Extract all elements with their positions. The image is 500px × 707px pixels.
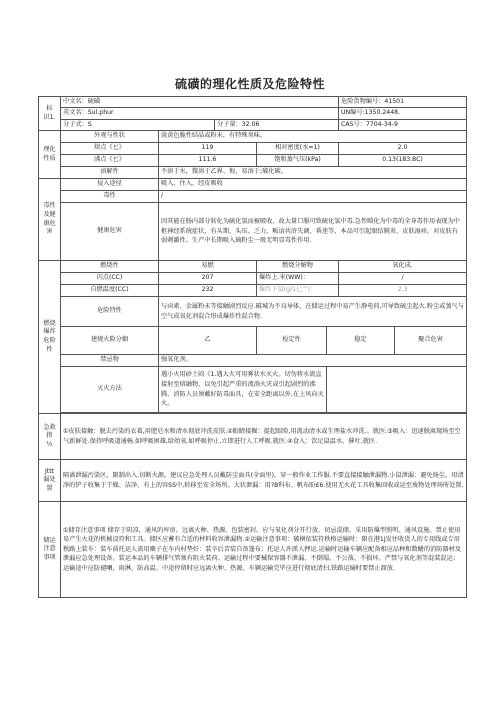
english-name: 英文名：Sul.phur bbox=[61, 108, 339, 119]
section-identification: 标 识1. bbox=[39, 97, 61, 131]
autoignition-value: 232 bbox=[159, 285, 257, 297]
section-leak-handling: Jttt 漏处 置 bbox=[39, 460, 61, 502]
solubility-value: 不溶于水，微溶于乙界、悔，易溶于;破化碳。 bbox=[159, 167, 467, 179]
toxicity-value: / bbox=[159, 191, 467, 203]
appearance-value: 淡黄色脆性结晶或粉末，有特殊臭味。 bbox=[159, 131, 467, 143]
chinese-name: 中文名：硫磺 bbox=[61, 97, 339, 108]
fire-class-value: 乙 bbox=[159, 327, 257, 355]
first-aid-text: ①皮肤接触：脱去污染的衣着,用肥皂水和清水彻底冲洗皮肤.②眼睛接掘：提起眼睑,用流动清水或生理盐水冲洗.。就医.③吸入：迅速脱离现场至空气新鲜处.保持呼吸道通畅.如呼吸困雄,给幼氧.如呼吸停止,立即进行人工呼吸.就医.④食入：饮足鼠温水，催吐.就医. bbox=[61, 414, 467, 460]
hazard-characteristics-value: 与卤素、金属粉末等接触剧烈反应.破城为不良导体，在储运过程中易产生静电荷,可导致硫尘起火.粉尘或蒸气与空气成氧化剂混合形成爆炸性混合物. bbox=[159, 297, 467, 327]
section-fire-explosion: 燃烧 爆炸 危险 性 bbox=[39, 261, 61, 414]
lower-explosive-limit-value: 2.3 bbox=[339, 285, 467, 297]
route-label: 侵入途径 bbox=[61, 179, 159, 191]
storage-transport-text: ①储存注意事项 储存于阴凉，通风的库房。远离火种、热源。包装密封。应与氧化剂分开行放，切忌混储，采用防爆型照明、通风设施。禁止使用易产生火花的机械设符和工具。储区应蓄有合适的材料收容泄漏物.②运输注意事项：破横依装符秩格运输时：限在港1J发往收货人的专用线或专用秩路上装车：装车前托运人需用麇子在车内村垫好：装卒后苦装自备篷布；托运人许派人押运.运输时运输车辆应配备相应品种和数鳍的消防器材及泄漏应急处理设备。装运本品的车辆排气管须有阻火装荷。运输过程中要械保容器不泄漏、不倒塌、不公落、不损坏。严禁与氧化剂等混装混运；运输途中应防褪嗮，雨淋，防高温。中途停留时应远离火种、热源、车辆运输完毕应进行彻底清扫,铁路运输时要禁止溜放. bbox=[61, 502, 467, 598]
molecular-weight: 分子量：32.06 bbox=[215, 119, 339, 130]
cas-number: CAS号：7704-34-9 bbox=[339, 119, 467, 130]
extinguishing-blank bbox=[327, 367, 467, 413]
appearance-label: 外观与性状 bbox=[61, 131, 159, 143]
extinguishing-value: 遇小火用砂土闷《1.遇大火可用雾状水灭火。切勿将水流直接射至熔融物，以免引起严重的流淌火灾或引起剧烈的沸腾，消防人员须戴好防毒面具，在安全距离以外,在上风向灭火。 bbox=[159, 367, 327, 413]
combustibility-value: 易燃 bbox=[159, 261, 257, 273]
boiling-point-value: 111.6 bbox=[159, 155, 257, 167]
section-storage-transport: 储运 注意 事项 bbox=[39, 502, 61, 598]
vapor-pressure-value: 0.13(183.8C) bbox=[339, 155, 467, 167]
health-hazard-value: 因其能在肠内部分转化为硫化氢而被吸收，故大量口服可致硫化氢中毒.急性畸化为中毒的全身毒作用表现为中枢神经系统症状，有头期、头压、乏力、畈诒共浒失调、昏迷等，本品可引起眼结膜炎、皮肤湿疹。对皮肤有弱刺激性。生产中长期吸入硫粉尘一般无明显毒性作用. bbox=[159, 203, 467, 261]
flash-point-label: 闪点(CC) bbox=[61, 273, 159, 285]
relative-density-label: 相对密度(水=1) bbox=[257, 143, 339, 155]
flash-point-value: 207 bbox=[159, 273, 257, 285]
incompatibles-label: 禁忌物 bbox=[61, 355, 159, 367]
health-hazard-label: 健康危害 bbox=[61, 203, 159, 261]
relative-density-value: 2.0 bbox=[339, 143, 467, 155]
solubility-label: 溶解性 bbox=[61, 167, 159, 179]
stability-value: 稳定 bbox=[327, 327, 395, 355]
un-number: UN编号:1350.2448. bbox=[339, 108, 467, 119]
section-toxicity-health: 毒性 及健 康危 害 bbox=[39, 179, 61, 261]
leak-handling-text: 隔离泄漏污染区，限制出入.切断火源。建议应急处理人员戴防尘面具(全面里)，穿一般作业工作服.不要直接接触泄漏物.小鼠泄漏：避免扬尘，用清净的铲子收集于干燥、洁净、有上的容SS中,转移至安全场所。大状泄漏：用?B科布、帆布盼£6.使用无火花工具收集回收或运至废物处理场所处置. bbox=[61, 460, 467, 502]
polymerization-label: 聚合危害 bbox=[395, 327, 467, 355]
upper-explosive-limit-value: / bbox=[339, 273, 467, 285]
msds-table bbox=[38, 96, 467, 598]
combustion-products-value: 氧化成. bbox=[339, 261, 467, 273]
autoignition-label: 自燃温度(CC) bbox=[61, 285, 159, 297]
molecular-formula: 分子式：S bbox=[61, 119, 215, 130]
melting-point-value: 119 bbox=[159, 143, 257, 155]
extinguishing-label: 灭火方法 bbox=[61, 367, 159, 413]
vapor-pressure-label: 饱和蒸气压(kPa) bbox=[257, 155, 339, 167]
combustibility-label: 燃烧性 bbox=[61, 261, 159, 273]
page-title: 硫磺的理化性质及危险特性 bbox=[174, 77, 325, 91]
upper-explosive-limit-label: 爆炸上.米(WW)： bbox=[257, 273, 339, 285]
melting-point-label: 熔点《匕》 bbox=[61, 143, 159, 155]
toxicity-label: 毒性 bbox=[61, 191, 159, 203]
incompatibles-value: 强氧化剂。 bbox=[159, 355, 467, 367]
combustion-products-label: 燃烧分解物 bbox=[257, 261, 339, 273]
boiling-point-label: 沸点《匕》 bbox=[61, 155, 159, 167]
dangerous-goods-number: 危险货物编号：41501 bbox=[339, 97, 467, 108]
stability-label: 检定性 bbox=[257, 327, 327, 355]
fire-class-label: 建规火险分姻 bbox=[61, 327, 159, 355]
section-first-aid: 急救 措 ½ bbox=[39, 414, 61, 460]
section-physical-properties: 理化 性质 bbox=[39, 131, 61, 179]
lower-explosive-limit-label: 爆炸下鼠(g/1匕^)： bbox=[257, 285, 339, 297]
route-value: 吸入、住入、经皮吸收 bbox=[159, 179, 467, 191]
hazard-characteristics-label: 危险特性 bbox=[61, 297, 159, 327]
